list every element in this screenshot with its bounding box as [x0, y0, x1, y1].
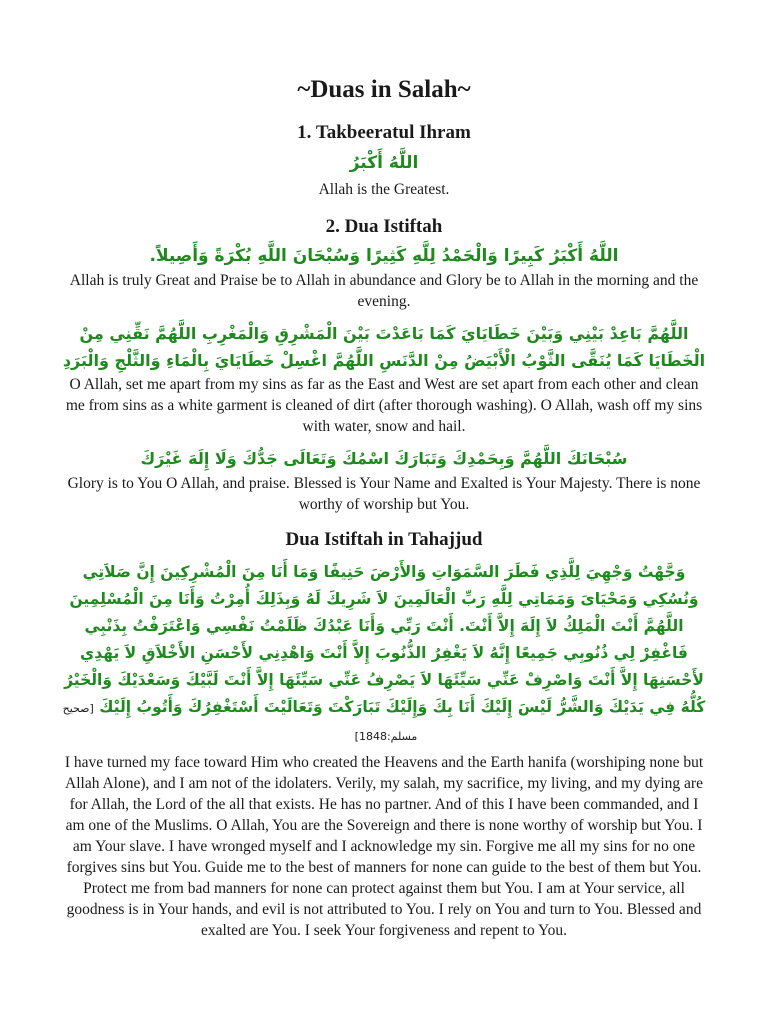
translation-text: I have turned my face toward Him who created the Heavens and the Earth hanifa (worshiping none but Allah Alone), and I am not of the idolaters. Verily, my salah, my sacrifice, my living, and my dying are for Allah, the Lord of the all that exists. He has no partner. And of this I have been commanded, and I am one of the Muslims. O Allah, You are the Sovereign and there is none worthy of worship but You. I am Your slave. I have wronged myself and I acknowledge my sin. Forgive me all my sins for no one forgives sins but You. Guide me to the best of manners for none can guide to the best of them but You. Protect me from bad manners for none can protect against them but You. I am at Your service, all goodness is in Your hands, and evil is not attributed to You. I rely on You and turn to You. Blessed and exalted are You. I seek Your forgiveness and repent to You.	[64, 754, 704, 939]
translation-text: Allah is truly Great and Praise be to Allah in abundance and Glory be to Allah in the morning and the evening.	[69, 272, 699, 310]
document-title: ~Duas in Salah~	[297, 76, 471, 103]
section-dua-istiftah-tahajjud	[62, 527, 706, 941]
arabic-text: اللَّهُمَّ بَاعِدْ بَيْنِي وَبَيْنَ خَطَايَايَ كَمَا بَاعَدْتَ بَيْنَ الْمَشْرِقِ وَالْمَغْرِبِ اللَّهُمَّ نَقِّنِي مِنْ الْخَطَايَا كَمَا يُنَقَّى الثَّوْبُ الْأَبْيَضُ مِنْ الدَّنَسِ اللَّهُمَّ اغْسِلْ خَطَايَايَ بِالْمَاءِ وَالثَّلْجِ وَالْبَرَدِ	[62, 324, 706, 370]
section-takbeeratul-ihram	[62, 120, 706, 200]
translation-text: Allah is the Greatest.	[318, 181, 450, 198]
translation-text: Glory is to You O Allah, and praise. Blessed is Your Name and Exalted is Your Majesty. There is none worthy of worship but You.	[67, 475, 701, 513]
section-heading: 2. Dua Istiftah	[325, 216, 443, 237]
translation-text: O Allah, set me apart from my sins as far as the East and West are set apart from each other and clean me from sins as a white garment is cleaned of dirt (after thorough washing). O Allah, wash off my sins with water, snow and hail.	[65, 376, 703, 435]
arabic-text	[62, 559, 706, 750]
arabic-text: سُبْحَانَكَ اللَّهُمَّ وَبِحَمْدِكَ وَتَبَارَكَ اسْمُكَ وَتَعَالَى جَدُّكَ وَلَا إِلَهَ غَيْرَكَ	[140, 449, 628, 468]
section-heading: 1. Takbeeratul Ihram	[297, 122, 471, 143]
section-dua-istiftah	[62, 214, 706, 515]
hadith-reference: [صحيح مسلم:1848]	[62, 702, 418, 743]
arabic-text: اللَّهُ أَكْبَرُ	[349, 153, 419, 173]
section-heading: Dua Istiftah in Tahajjud	[285, 529, 483, 550]
arabic-body: وَجَّهْتُ وَجْهِيَ لِلَّذِي فَطَرَ السَّمَوَاتِ وَالأَرْضَ حَنِيفًا وَمَا أَنَا مِنَ الْمُشْرِكِينَ إِنَّ صَلاَتِي وَنُسُكِي وَمَحْيَاىَ وَمَمَاتِي لِلَّهِ رَبِّ الْعَالَمِينَ لاَ شَرِيكَ لَهُ وَبِذَلِكَ أُمِرْتُ وَأَنَا مِنَ الْمُسْلِمِينَ اللَّهُمَّ أَنْتَ الْمَلِكُ لاَ إِلَهَ إِلاَّ أَنْتَ. أَنْتَ رَبِّي وَأَنَا عَبْدُكَ ظَلَمْتُ نَفْسِي وَاعْتَرَفْتُ بِذَنْبِي فَاغْفِرْ لِي ذُنُوبِي جَمِيعًا إِنَّهُ لاَ يَغْفِرُ الذُّنُوبَ إِلاَّ أَنْتَ وَاهْدِنِي لأَحْسَنِ الأَخْلاَقِ لاَ يَهْدِي لأَحْسَنِهَا إِلاَّ أَنْتَ وَاصْرِفْ عَنِّي سَيِّئَهَا لاَ يَصْرِفُ عَنِّي سَيِّئَهَا إِلاَّ أَنْتَ لَبَّيْكَ وَسَعْدَيْكَ وَالْخَيْرُ كُلُّهُ فِي يَدَيْكَ وَالشَّرُّ لَيْسَ إِلَيْكَ أَنَا بِكَ وَإِلَيْكَ تَبَارَكْتَ وَتَعَالَيْتَ أَسْتَغْفِرُكَ وَأَتُوبُ إِلَيْكَ	[64, 563, 706, 716]
arabic-text: اللَّهُ أَكْبَرُ كَبِيرًا وَالْحَمْدُ لِلَّهِ كَثِيرًا وَسُبْحَانَ اللَّهِ بُكْرَةً وَأَصِيلاً.	[149, 246, 619, 266]
